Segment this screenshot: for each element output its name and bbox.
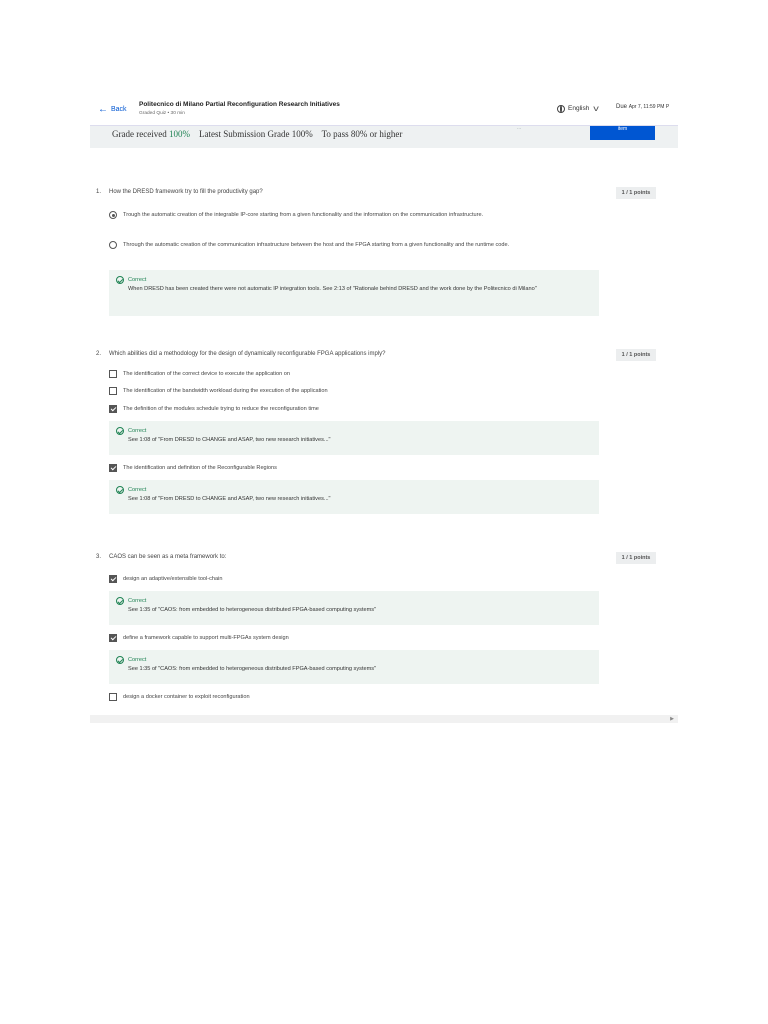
checkbox-unchecked[interactable] [109,370,117,378]
option-label: Trough the automatic creation of the integrable IP-core starting from a given functionality and the information on the communication infrastructure. [123,212,484,218]
pass-threshold: To pass 80% or higher [321,129,403,139]
feedback-label: Correct [128,277,147,283]
question-prompt: CAOS can be seen as a meta framework to: [109,554,227,560]
check-circle-icon [116,597,124,605]
top-bar [90,95,678,125]
option-3[interactable] [109,404,579,414]
option-1[interactable] [109,210,579,220]
feedback-text: When DRESD has been created there were not automatic IP integration tools. See 2:13 of "Rationale behind DRESD and the work done by the Politecnico di Milano" [128,286,537,292]
check-circle-icon [116,427,124,435]
option-label: The identification and definition of the Reconfigurable Regions [123,465,277,471]
radio-unselected[interactable] [109,241,117,249]
option-label: design a docker container to exploit reconfiguration [123,694,250,700]
grade-received-value: 100% [168,129,190,139]
feedback-correct [109,270,599,316]
question-prompt: How the DRESD framework try to fill the productivity gap? [109,189,263,195]
option-label: The identification of the correct device to execute the application on [123,371,290,377]
option-label: The identification of the bandwidth workload during the execution of the application [123,388,328,394]
check-circle-icon [116,276,124,284]
checkbox-checked[interactable] [109,634,117,642]
question-number: 2. [96,351,102,357]
checkbox-unchecked[interactable] [109,387,117,395]
option-2[interactable] [109,240,579,250]
arrow-left-icon: ← [98,104,108,115]
feedback-label: Correct [128,657,147,663]
option-1[interactable] [109,369,579,379]
question-number: 3. [96,554,102,560]
points-badge: 1 / 1 points [616,349,656,361]
latest-submission-grade: Latest Submission Grade 100% [198,129,313,139]
faded-text: ... [517,125,522,131]
checkbox-checked[interactable] [109,464,117,472]
points-badge: 1 / 1 points [616,187,656,199]
check-circle-icon [116,486,124,494]
due-date-value: Apr 7, 11:59 PM P [628,104,670,110]
due-date [616,104,669,110]
option-3[interactable] [109,692,579,702]
chevron-down-icon: v [593,104,600,113]
quiz-page [90,95,678,725]
feedback-text: See 1:08 of "From DRESD to CHANGE and ASAP, two new research initiatives..." [128,496,331,502]
course-title: Politecnico di Milano Partial Reconfiguration Research Initiatives [139,101,340,108]
radio-selected[interactable] [109,211,117,219]
option-2[interactable] [109,386,579,396]
check-circle-icon [116,656,124,664]
question-text [96,189,263,195]
feedback-label: Correct [128,428,147,434]
globe-icon [557,105,565,113]
question-prompt: Which abilities did a methodology for the design of dynamically reconfigurable FPGA applications imply? [109,351,386,357]
language-selector[interactable] [557,104,598,113]
grade-summary [112,129,402,139]
feedback-correct [109,421,599,455]
checkbox-unchecked[interactable] [109,693,117,701]
option-1[interactable] [109,574,579,584]
back-button[interactable] [98,104,127,115]
feedback-correct [109,650,599,684]
option-label: define a framework capable to support multi-FPGAs system design [123,635,289,641]
feedback-label: Correct [128,598,147,604]
horizontal-scrollbar[interactable] [90,715,678,723]
question-text [96,351,385,357]
go-to-item-button[interactable]: item [590,126,655,140]
checkbox-checked[interactable] [109,575,117,583]
option-label: Through the automatic creation of the communication infrastructure between the host and the FPGA starting from a given functionality and the runtime code. [123,242,510,248]
feedback-correct [109,591,599,625]
option-label: The definition of the modules schedule trying to reduce the reconfiguration time [123,406,319,412]
option-4[interactable] [109,463,579,473]
language-label: English [568,105,590,112]
grade-banner [90,125,678,148]
feedback-text: See 1:08 of "From DRESD to CHANGE and ASAP, two new research initiatives..." [128,437,331,443]
back-label: Back [111,106,127,113]
checkbox-checked[interactable] [109,405,117,413]
course-subtitle: Graded Quiz • 30 min [139,111,185,116]
feedback-text: See 1:35 of "CAOS: from embedded to heterogeneous distributed FPGA-based computing systems" [128,666,377,672]
feedback-text: See 1:35 of "CAOS: from embedded to heterogeneous distributed FPGA-based computing systems" [128,607,377,613]
grade-received-label: Grade received [112,129,167,139]
question-number: 1. [96,189,102,195]
scroll-right-icon[interactable]: ▶ [670,716,674,722]
option-2[interactable] [109,633,579,643]
option-label: design an adaptive/extensible tool-chain [123,576,223,582]
question-text [96,554,226,560]
due-label: Due [616,104,628,110]
feedback-correct [109,480,599,514]
points-badge: 1 / 1 points [616,552,656,564]
feedback-label: Correct [128,487,147,493]
